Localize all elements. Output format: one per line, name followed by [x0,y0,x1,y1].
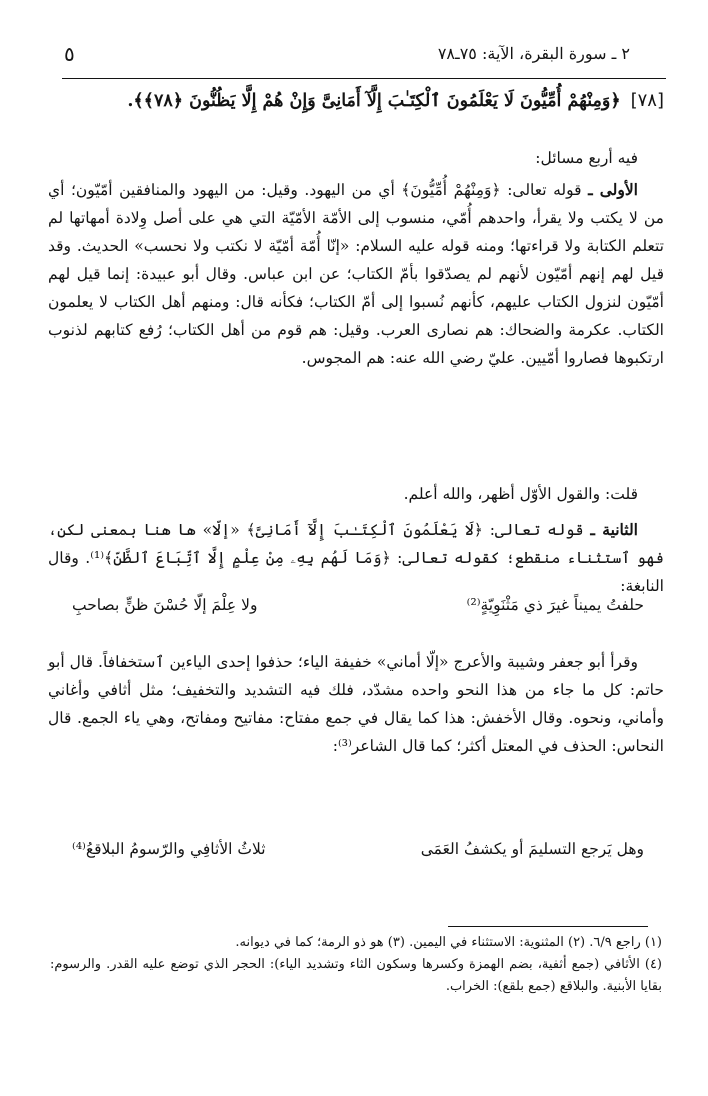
first-issue-text: قوله تعالى: ﴿وَمِنْهُمْ أُمِّيُّونَ﴾ أي من اليهود. وقيل: من اليهود والمنافقين أمّيّون؛ أي من لا يكتب ولا يقرأ، واحدهم أُمّي، منسوب إلى الأمّة الأمّيّة التي هي على أصل وِلادة أمهاتها لم تتعلم الكتابة ولا قراءتها؛ ومنه قوله عليه السلام: «إنّا أُمّة أمّيّة لا نكتب ولا نحسب» الحديث. وقد قيل لهم إنهم أمّيّون لأنهم لم يصدّقوا بأمّ الكتاب؛ عن ابن عباس. وقال أبو عبيدة: إنما قيل لهم أمّيّون لنزول الكتاب عليهم، كأنهم نُسبوا إلى أمّ الكتاب؛ فكأنه قال: ومنهم أهل الكتاب لا يعلمون الكتاب. عكرمة والضحاك: هم نصارى العرب. وقيل: هم قوم من أهل الكتاب؛ رُفع كتابهم لذنوب ارتكبوها فصاروا أمّيين. عليّ رضي الله عنه: هم المجوس. [48,181,664,367]
poem-2-first-hemistich: وهل يَرجع التسليمَ أو يكشفُ العَمَى [420,840,644,858]
second-issue-text: قوله تعالى: ﴿لَا يَعْلَمُونَ ٱلْكِتَـٰبَ إِلَّآ أَمَانِىَّ﴾ «إلّا» ها هنا بمعنى لكن، فهو ٱستثناء منقطع؛ كقوله تعالى: ﴿وَمَا لَهُم بِهِۦ مِنْ عِلْمٍ إِلَّا ٱتِّبَاعَ ٱلظَّنِّ﴾⁽¹⁾. وقال النابغة: [48,521,664,595]
poem-verse-1 [72,596,644,624]
second-issue-heading: الثانية ـ [590,520,638,539]
footnote-divider [448,926,648,927]
third-paragraph: وقرأ أبو جعفر وشيبة والأعرج «إلّا أماني» خفيفة الياء؛ حذفوا إحدى الياءين ٱستخفافاً. قال أبو حاتم: كل ما جاء من هذا النحو واحده مشدّد، فلك فيه التشديد والتخفيف؛ مثل أثافي وأغاني وأماني، ونحوه. وقال الأخفش: هذا كما يقال في جمع مفتاح: مفاتيح ومفاتح، وهي ياء الجمع. قال النحاس: الحذف في المعتل أكثر؛ كما قال الشاعر⁽³⁾: [48,653,664,755]
conclusion [48,480,664,508]
poem-1-second-hemistich: ولا عِلْمَ إلّا حُسْنَ ظنٍّ بصاحبِ [72,596,258,614]
header-divider [62,78,666,79]
quran-verse [38,90,664,111]
first-issue [48,176,664,372]
running-header: ٢ ـ سورة البقرة، الآية: ٧٥ـ٧٨ [437,44,630,63]
poem-2-second-hemistich: ثلاثُ الأثافِي والرّسومُ البلاقعُ⁽⁴⁾ [72,840,266,858]
footnote-line-1: (١) راجع ٦/٩. (٢) المثنوية: الاستثناء في اليمين. (٣) هو ذو الرمة؛ كما في ديوانه. [235,935,662,950]
conclusion-text: قلت: والقول الأوّل أظهر، والله أعلم. [403,485,638,503]
second-issue [48,516,664,600]
verse-text: ﴿وَمِنْهُمْ أُمِّيُّونَ لَا يَعْلَمُونَ ٱلْكِتَـٰبَ إِلَّآ أَمَانِىَّ وَإِنْ هُمْ إِلَّا يَظُنُّونَ ﴿٧٨﴾﴾. [127,91,621,111]
section-intro [48,144,664,172]
page-number: ٥ [64,42,75,66]
first-issue-paragraph [48,176,664,372]
verse-number: [٧٨] [630,90,664,111]
third-paragraph-block [48,648,664,760]
footnotes [50,932,662,998]
first-issue-heading: الأولى ـ [588,180,638,199]
second-issue-paragraph [48,516,664,600]
intro-text: فيه أربع مسائل: [535,149,638,167]
footnote-line-2: (٤) الأثافي (جمع أثفية، بضم الهمزة وكسرها وسكون الثاء وتشديد الياء): الحجر الذي توضع عليه القدر. والرسوم: بقايا الأبنية. والبلاقع (جمع بلقع): الخراب. [50,957,662,994]
poem-1-first-hemistich: حلفتُ يميناً غيرَ ذي مَثْنَوِيّةٍ⁽²⁾ [466,596,644,614]
poem-verse-2 [72,840,644,868]
